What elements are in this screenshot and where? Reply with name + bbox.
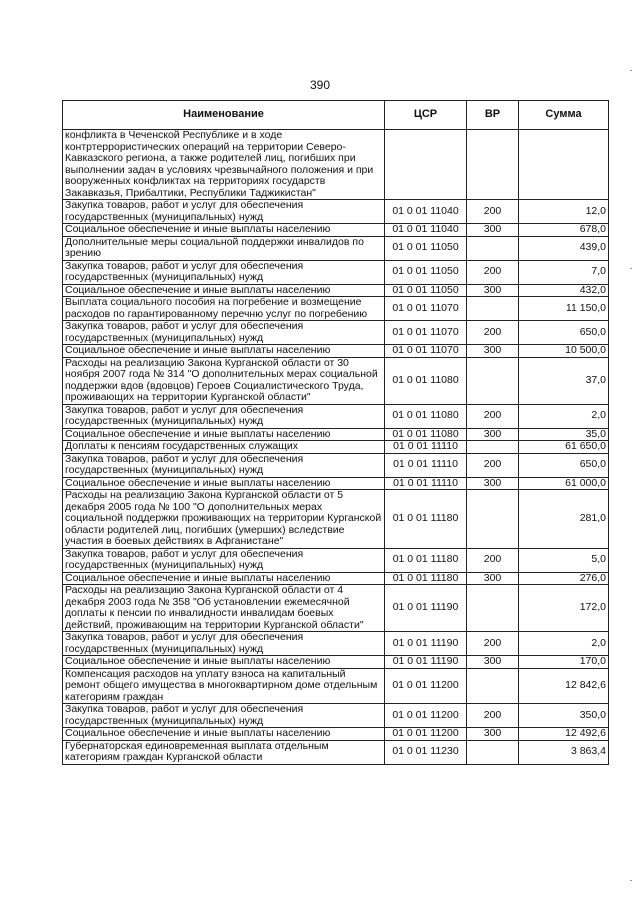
row-vr: 300 — [467, 656, 519, 669]
row-vr — [467, 740, 519, 764]
table-row — [63, 284, 609, 297]
table-row — [63, 477, 609, 490]
row-csr: 01 0 01 11070 — [385, 297, 467, 321]
scan-mark — [630, 268, 632, 269]
row-name: Социальное обеспечение и иные выплаты населению — [63, 477, 385, 490]
row-sum: 7,0 — [519, 260, 609, 284]
row-name: Расходы на реализацию Закона Курганской области от 4 декабря 2003 года № 358 "Об установлении ежемесячной доплаты к пенсии по инвалидности инвалидам боевых действий, проживающим на территории Курганской области" — [63, 585, 385, 632]
table-row — [63, 297, 609, 321]
row-name: Социальное обеспечение и иные выплаты населению — [63, 572, 385, 585]
table-row — [63, 704, 609, 728]
table-row — [63, 321, 609, 345]
row-name: Социальное обеспечение и иные выплаты населению — [63, 224, 385, 237]
row-sum: 12,0 — [519, 200, 609, 224]
row-name: конфликта в Чеченской Республике и в ходе контртеррористических операций на территории Северо-Кавказского региона, а также родителей лиц, погибших при выполнении задач в условиях чрезвычайного положения и при вооруженных конфликтах на территориях государств Закавказья, Прибалтики, Республики Таджикистан" — [63, 130, 385, 200]
row-vr — [467, 236, 519, 260]
row-csr: 01 0 01 11110 — [385, 441, 467, 454]
table-row — [63, 260, 609, 284]
header-sum: Сумма — [519, 101, 609, 130]
row-csr: 01 0 01 11070 — [385, 345, 467, 358]
header-csr: ЦСР — [385, 101, 467, 130]
row-csr: 01 0 01 11200 — [385, 668, 467, 704]
row-csr: 01 0 01 11080 — [385, 428, 467, 441]
table-header-row — [63, 101, 609, 130]
row-sum: 10 500,0 — [519, 345, 609, 358]
page-number: 390 — [309, 78, 331, 92]
row-vr — [467, 668, 519, 704]
row-name: Расходы на реализацию Закона Курганской области от 5 декабря 2005 года № 100 "О дополнительных мерах социальной поддержки проживающих на территории Курганской области родителей лиц, погибших (умерших) вследствие участия в боевых действиях в Афганистане" — [63, 490, 385, 549]
row-csr: 01 0 01 11200 — [385, 704, 467, 728]
row-vr — [467, 490, 519, 549]
row-csr: 01 0 01 11040 — [385, 224, 467, 237]
row-csr: 01 0 01 11050 — [385, 236, 467, 260]
row-name: Расходы на реализацию Закона Курганской области от 30 ноября 2007 года № 314 "О дополнительных мерах социальной поддержки вдов (вдовцов) Героев Социалистического Труда, проживающих на территории Курганской области" — [63, 357, 385, 404]
table-row — [63, 453, 609, 477]
row-vr: 300 — [467, 224, 519, 237]
row-sum: 276,0 — [519, 572, 609, 585]
row-vr: 200 — [467, 548, 519, 572]
table-row — [63, 130, 609, 200]
row-sum: 281,0 — [519, 490, 609, 549]
table-row — [63, 490, 609, 549]
row-vr: 200 — [467, 704, 519, 728]
row-vr — [467, 357, 519, 404]
row-sum: 172,0 — [519, 585, 609, 632]
row-sum: 2,0 — [519, 632, 609, 656]
row-name: Социальное обеспечение и иные выплаты населению — [63, 345, 385, 358]
row-name: Закупка товаров, работ и услуг для обеспечения государственных (муниципальных) нужд — [63, 548, 385, 572]
table-row — [63, 632, 609, 656]
row-vr: 300 — [467, 428, 519, 441]
row-csr — [385, 130, 467, 200]
row-vr: 300 — [467, 572, 519, 585]
row-csr: 01 0 01 11110 — [385, 453, 467, 477]
row-name: Компенсация расходов на уплату взноса на капитальный ремонт общего имущества в многоквартирном доме отдельным категориям граждан — [63, 668, 385, 704]
row-vr: 300 — [467, 345, 519, 358]
row-csr: 01 0 01 11190 — [385, 585, 467, 632]
row-name: Закупка товаров, работ и услуг для обеспечения государственных (муниципальных) нужд — [63, 453, 385, 477]
row-sum: 5,0 — [519, 548, 609, 572]
table-row — [63, 224, 609, 237]
row-vr: 200 — [467, 321, 519, 345]
row-sum: 650,0 — [519, 453, 609, 477]
table-row — [63, 656, 609, 669]
row-sum: 170,0 — [519, 656, 609, 669]
row-name: Социальное обеспечение и иные выплаты населению — [63, 284, 385, 297]
row-csr: 01 0 01 11200 — [385, 728, 467, 741]
row-vr — [467, 297, 519, 321]
row-csr: 01 0 01 11190 — [385, 656, 467, 669]
table-row — [63, 728, 609, 741]
row-vr: 200 — [467, 453, 519, 477]
row-sum: 12 492,6 — [519, 728, 609, 741]
row-name: Закупка товаров, работ и услуг для обеспечения государственных (муниципальных) нужд — [63, 260, 385, 284]
row-csr: 01 0 01 11110 — [385, 477, 467, 490]
table-row — [63, 236, 609, 260]
row-name: Закупка товаров, работ и услуг для обеспечения государственных (муниципальных) нужд — [63, 321, 385, 345]
row-sum — [519, 130, 609, 200]
scan-mark — [630, 70, 632, 71]
row-vr — [467, 130, 519, 200]
row-sum: 12 842,6 — [519, 668, 609, 704]
row-sum: 35,0 — [519, 428, 609, 441]
table-row — [63, 585, 609, 632]
table-row — [63, 428, 609, 441]
table-row — [63, 404, 609, 428]
row-name: Социальное обеспечение и иные выплаты населению — [63, 656, 385, 669]
table-row — [63, 572, 609, 585]
row-name: Доплаты к пенсиям государственных служащих — [63, 441, 385, 454]
row-name: Губернаторская единовременная выплата отдельным категориям граждан Курганской области — [63, 740, 385, 764]
row-csr: 01 0 01 11180 — [385, 548, 467, 572]
row-sum: 61 000,0 — [519, 477, 609, 490]
row-sum: 61 650,0 — [519, 441, 609, 454]
row-vr: 300 — [467, 477, 519, 490]
row-csr: 01 0 01 11050 — [385, 284, 467, 297]
table-row — [63, 441, 609, 454]
row-vr: 300 — [467, 728, 519, 741]
row-sum: 439,0 — [519, 236, 609, 260]
table-row — [63, 345, 609, 358]
row-vr — [467, 585, 519, 632]
table-row — [63, 200, 609, 224]
row-csr: 01 0 01 11230 — [385, 740, 467, 764]
row-csr: 01 0 01 11040 — [385, 200, 467, 224]
row-vr: 200 — [467, 404, 519, 428]
row-sum: 678,0 — [519, 224, 609, 237]
row-sum: 11 150,0 — [519, 297, 609, 321]
budget-table — [62, 100, 609, 765]
row-sum: 2,0 — [519, 404, 609, 428]
row-vr — [467, 441, 519, 454]
row-csr: 01 0 01 11180 — [385, 490, 467, 549]
row-name: Социальное обеспечение и иные выплаты населению — [63, 428, 385, 441]
row-name: Закупка товаров, работ и услуг для обеспечения государственных (муниципальных) нужд — [63, 404, 385, 428]
header-name: Наименование — [63, 101, 385, 130]
row-name: Социальное обеспечение и иные выплаты населению — [63, 728, 385, 741]
row-vr: 200 — [467, 632, 519, 656]
row-name: Закупка товаров, работ и услуг для обеспечения государственных (муниципальных) нужд — [63, 632, 385, 656]
row-name: Закупка товаров, работ и услуг для обеспечения государственных (муниципальных) нужд — [63, 704, 385, 728]
row-vr: 200 — [467, 260, 519, 284]
row-csr: 01 0 01 11050 — [385, 260, 467, 284]
table-row — [63, 668, 609, 704]
row-sum: 350,0 — [519, 704, 609, 728]
header-vr: ВР — [467, 101, 519, 130]
scan-mark — [630, 880, 632, 881]
row-csr: 01 0 01 11080 — [385, 404, 467, 428]
row-vr: 200 — [467, 200, 519, 224]
row-csr: 01 0 01 11180 — [385, 572, 467, 585]
table-row — [63, 548, 609, 572]
row-sum: 37,0 — [519, 357, 609, 404]
row-csr: 01 0 01 11070 — [385, 321, 467, 345]
row-vr: 300 — [467, 284, 519, 297]
row-csr: 01 0 01 11190 — [385, 632, 467, 656]
row-csr: 01 0 01 11080 — [385, 357, 467, 404]
row-sum: 650,0 — [519, 321, 609, 345]
row-sum: 3 863,4 — [519, 740, 609, 764]
table-row — [63, 740, 609, 764]
row-name: Дополнительные меры социальной поддержки инвалидов по зрению — [63, 236, 385, 260]
row-name: Закупка товаров, работ и услуг для обеспечения государственных (муниципальных) нужд — [63, 200, 385, 224]
table-row — [63, 357, 609, 404]
row-name: Выплата социального пособия на погребение и возмещение расходов по гарантированному перечню услуг по погребению — [63, 297, 385, 321]
row-sum: 432,0 — [519, 284, 609, 297]
